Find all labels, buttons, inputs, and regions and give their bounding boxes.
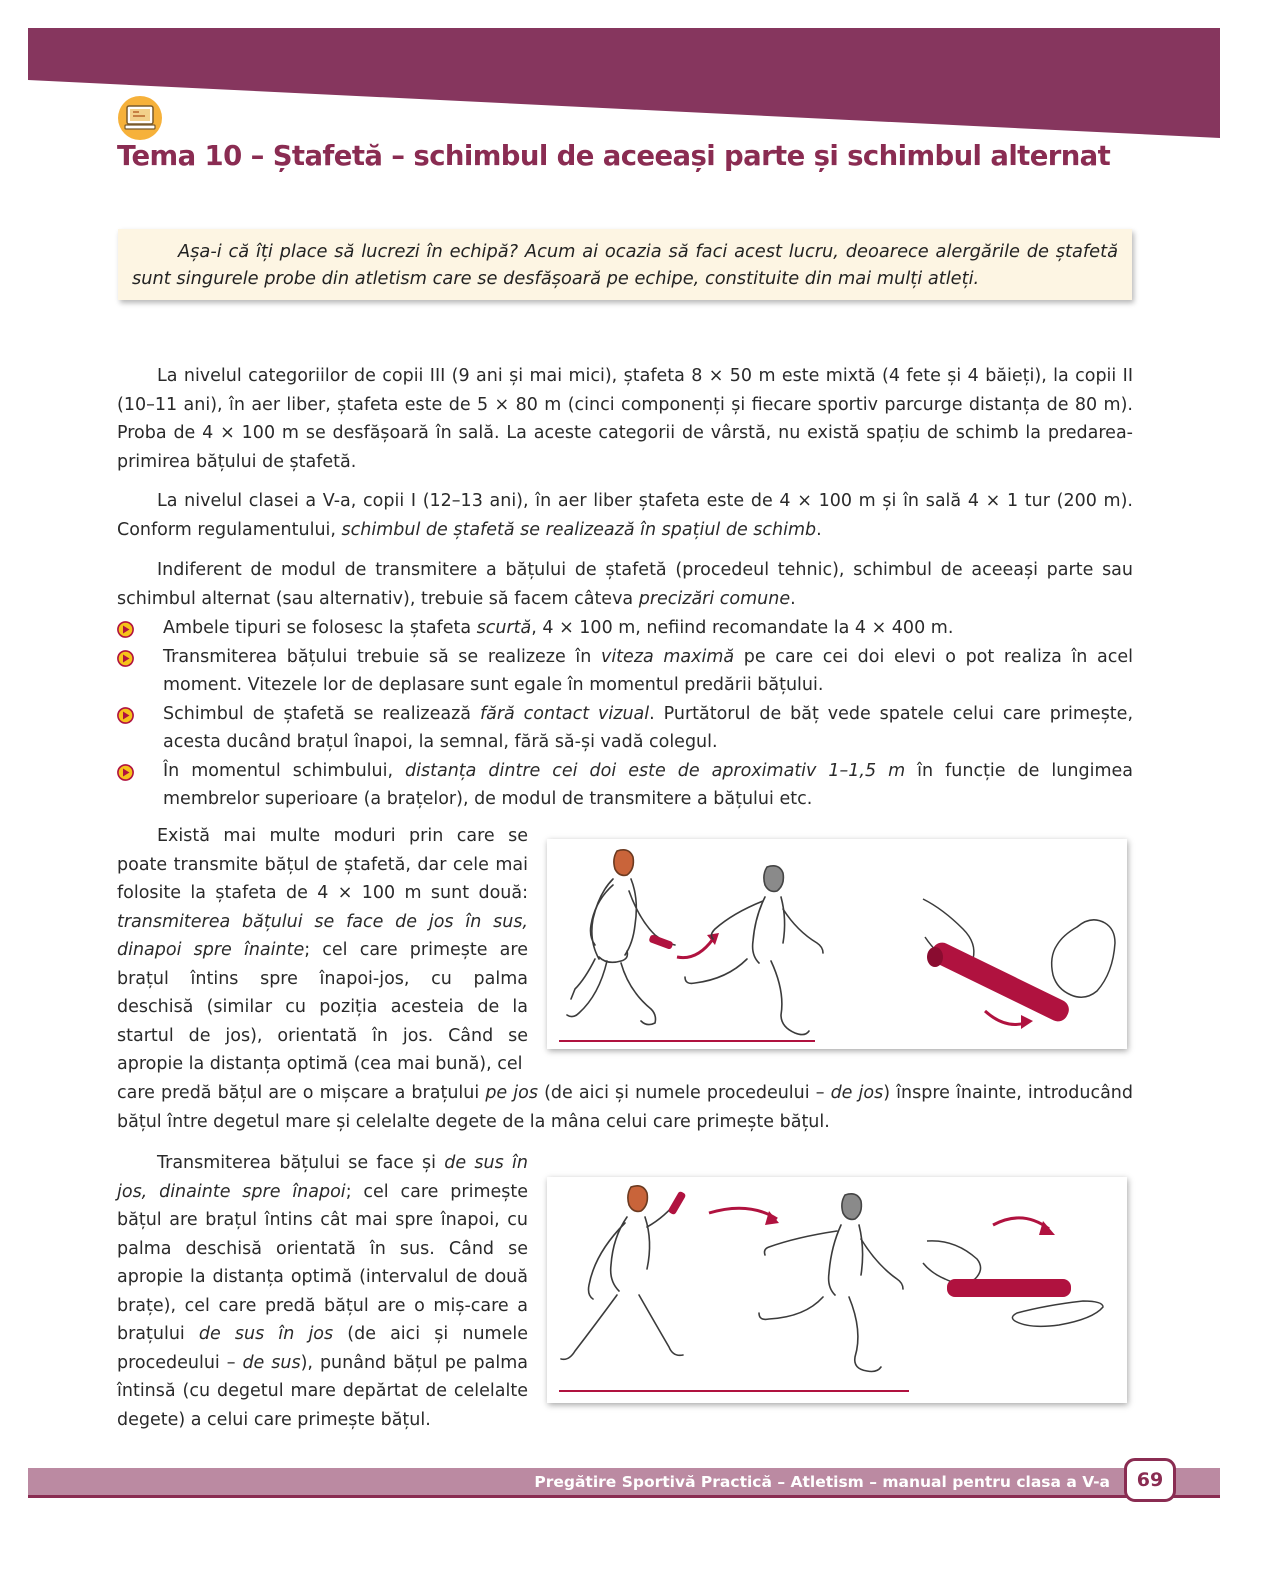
bullet-arrow-icon bbox=[117, 707, 134, 724]
bullet-arrow-icon bbox=[117, 764, 134, 781]
header-banner bbox=[0, 0, 1270, 150]
pass-arrow-icon bbox=[677, 939, 713, 958]
paragraph-regulation bbox=[117, 487, 1133, 544]
paragraph-3: Indiferent de modul de transmitere a bățului de ștafetă (procedeul tehnic), schimbul de aceeași parte sau schimbul alternat (sau alternativ), trebuie să facem câteva precizări comune. bbox=[117, 560, 1133, 609]
paragraph-upward-pass-cont bbox=[117, 1079, 1133, 1136]
baton-large-1 bbox=[928, 939, 1072, 1025]
paragraph-downward-pass bbox=[117, 1149, 528, 1434]
runner-receiver-figure bbox=[759, 1194, 903, 1372]
common-notes-list bbox=[117, 614, 1133, 814]
page-title: Tema 10 – Ștafetă – schimbul de aceeași parte și schimbul alternat bbox=[117, 140, 1111, 172]
intro-text: Așa-i că îți place să lucrezi în echipă? Acum ai ocazia să faci acest lucru, deoarece alergările de ștafetă sunt singurele probe din atletism care se desfășoară pe echipe, constituite din mai mulți atleți. bbox=[132, 241, 1118, 289]
paragraph-4-continued: care predă bățul are o mișcare a brațului pe jos (de aici și numele procedeului – de jos) înspre înainte, introducând bățul între degetul mare și celelalte degete de la mâna celui care primește bățul. bbox=[117, 1083, 1133, 1132]
paragraph-categories bbox=[117, 362, 1133, 476]
bullet-arrow-icon bbox=[117, 621, 134, 638]
rotation-arrow-icon bbox=[985, 1011, 1025, 1025]
list-item: În momentul schimbului, distanța dintre cei doi este de aproximativ 1–1,5 m în funcție de lungimea membrelor superioare (a brațelor), de modul de transmitere a bățului etc. bbox=[117, 757, 1133, 814]
baton-small-2 bbox=[668, 1191, 687, 1216]
list-item: Schimbul de ștafetă se realizează fără contact vizual. Purtătorul de băț vede spatele celui care primește, acesta ducând brațul înapoi, la semnal, fără să-și vadă colegul. bbox=[117, 700, 1133, 757]
paragraph-common-notes bbox=[117, 556, 1133, 613]
footer-line bbox=[28, 1495, 1220, 1498]
list-item: Ambele tipuri se folosesc la ștafeta scurtă, 4 × 100 m, nefiind recomandate la 4 × 400 m. bbox=[117, 614, 1133, 643]
hands-detail-figure bbox=[923, 899, 1115, 1029]
runner-giver-figure bbox=[561, 1186, 683, 1359]
computer-lesson-icon bbox=[117, 95, 167, 141]
rotation-arrow-icon bbox=[993, 1218, 1049, 1229]
runner-receiver-figure bbox=[685, 866, 823, 1035]
baton-small-1 bbox=[648, 934, 673, 950]
figure-downward-pass bbox=[547, 1177, 1127, 1403]
intro-box bbox=[118, 229, 1132, 300]
baton-large-2 bbox=[947, 1279, 1071, 1297]
bullet-arrow-icon bbox=[117, 650, 134, 667]
paragraph-4: Există mai multe moduri prin care se poate transmite bățul de ștafetă, dar cele mai folosite la ștafeta de 4 × 100 m sunt două: transmiterea bățului se face de jos în sus, dinapoi spre înainte; cel care primește are brațul întins spre înapoi-jos, cu palma deschisă (similar cu poziția acesteia de la startul de jos), orientată în jos. Când se apropie la distanța optimă (cea mai bună), cel bbox=[117, 826, 528, 1074]
list-item: Transmiterea bățului trebuie să se realizeze în viteza maximă pe care cei doi elevi o pot realiza în acel moment. Vitezele lor de deplasare sunt egale în momentul predării bățului. bbox=[117, 643, 1133, 700]
paragraph-upward-pass bbox=[117, 822, 528, 1079]
hands-detail-figure bbox=[923, 1218, 1103, 1326]
page-number: 69 bbox=[1124, 1458, 1176, 1502]
paragraph-2: La nivelul clasei a V-a, copii I (12–13 ani), în aer liber ștafeta este de 4 × 100 m și în sală 4 × 1 tur (200 m). Conform regulamentului, schimbul de ștafetă se realizează în spațiul de schimb. bbox=[117, 491, 1133, 540]
pass-arrow-icon bbox=[709, 1208, 777, 1219]
paragraph-5: Transmiterea bățului se face și de sus în jos, dinainte spre înapoi; cel care primește bățul are brațul întins cât mai spre înapoi, cu palma deschisă orientată în sus. Când se apropie la distanța optimă (intervalul de două brațe), cel care predă bățul are o miș-care a brațului de sus în jos (de aici și numele procedeului – de sus), punând bățul pe palma întinsă (cu degetul mare depărtat de celelalte degete) a celui care primește bățul. bbox=[117, 1153, 529, 1430]
figure-upward-pass bbox=[547, 839, 1127, 1049]
footer-title: Pregătire Sportivă Practică – Atletism – manual pentru clasa a V-a bbox=[534, 1473, 1110, 1491]
paragraph-1: La nivelul categoriilor de copii III (9 ani și mai mici), ștafeta 8 × 50 m este mixtă (4 fete și 4 băieți), la copii II (10–11 ani), în aer liber, ștafeta este de 5 × 80 m (cinci componenți și fiecare sportiv parcurge distanța de 80 m). Proba de 4 × 100 m se desfășoară în sală. La aceste categorii de vârstă, nu există spațiu de schimb la predarea-primirea bățului de ștafetă. bbox=[117, 366, 1133, 472]
